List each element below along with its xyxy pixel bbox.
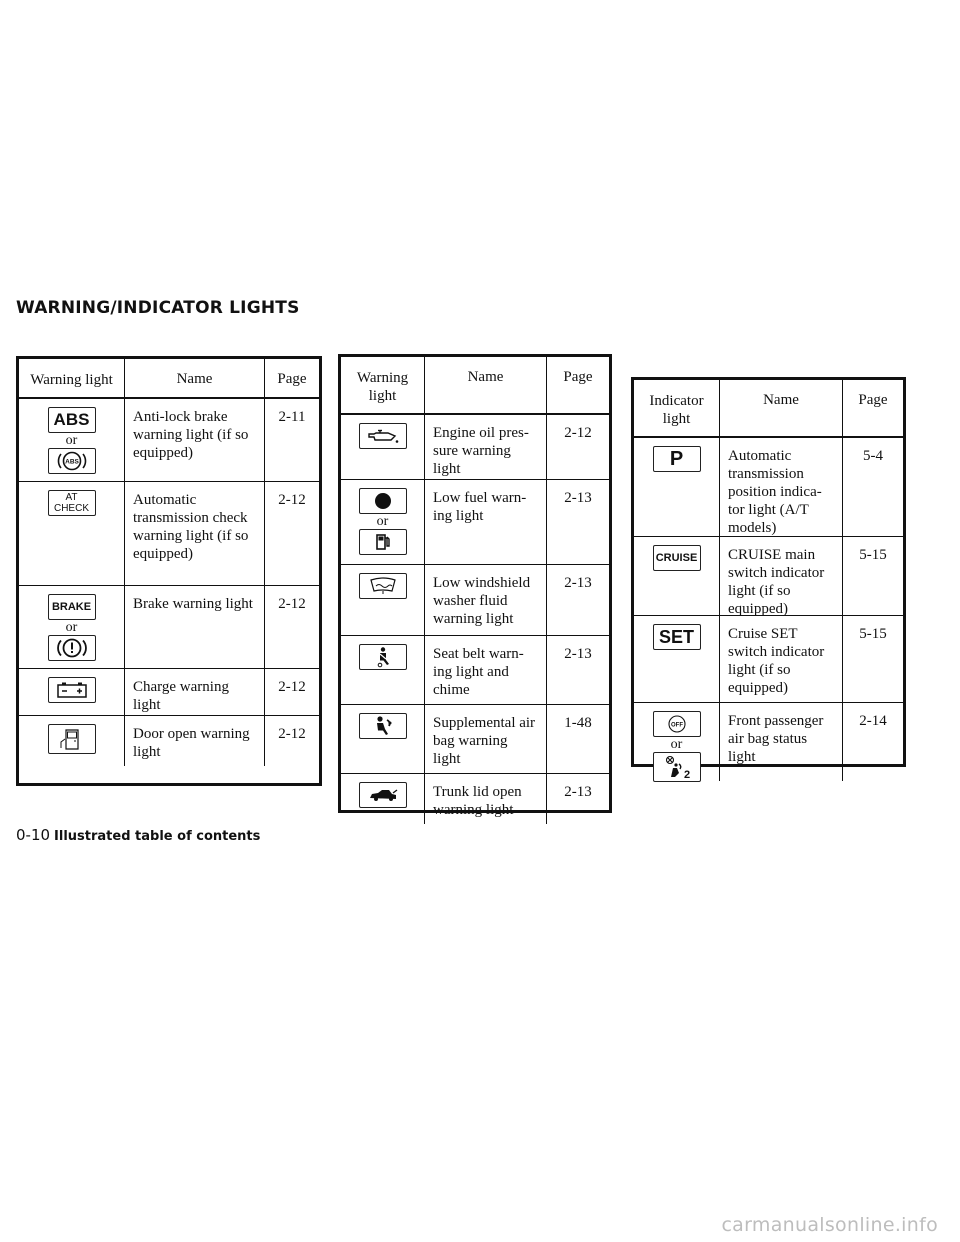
icon-cell <box>341 774 425 824</box>
fuel-pump-icon <box>359 529 407 555</box>
icon-cell <box>634 703 720 781</box>
icon-cell <box>634 537 720 615</box>
trunk-open-icon <box>359 782 407 808</box>
row-name: Engine oil pres- sure warning light <box>425 415 547 479</box>
row-page: 5-15 <box>859 547 887 563</box>
row-name: Front passenger air bag status light <box>720 703 843 781</box>
row-page: 2-12 <box>564 425 592 441</box>
row-page: 2-12 <box>278 596 306 612</box>
park-position-icon: P <box>653 446 701 472</box>
table-row <box>341 636 609 705</box>
row-page: 2-12 <box>278 679 306 695</box>
watermark: carmanualsonline.info <box>721 1214 938 1236</box>
row-page: 2-14 <box>859 713 887 729</box>
header-name: Name <box>125 359 265 397</box>
fuel-dot-icon <box>359 488 407 514</box>
header-name: Name <box>720 380 843 436</box>
table-row <box>341 480 609 565</box>
header-name: Name <box>425 357 547 413</box>
brake-icon: BRAKE <box>48 594 96 620</box>
brake-circle-icon <box>48 635 96 661</box>
table-row <box>19 586 319 669</box>
row-page: 2-13 <box>564 575 592 591</box>
icon-cell <box>341 636 425 704</box>
warning-lights-table-2 <box>338 354 612 818</box>
row-name: Brake warning light <box>125 586 265 668</box>
table-row <box>634 616 903 703</box>
air-bag-icon <box>359 713 407 739</box>
section-title: WARNING/INDICATOR LIGHTS <box>16 298 300 318</box>
set-icon: SET <box>653 624 701 650</box>
row-page: 2-12 <box>278 492 306 508</box>
row-name: Automatic transmission check warning light (if so equipped) <box>125 482 265 585</box>
icon-cell <box>19 669 125 715</box>
row-name: Charge warning light <box>125 669 265 715</box>
table-row <box>634 438 903 537</box>
battery-icon <box>48 677 96 703</box>
table-row <box>19 399 319 482</box>
page-footer <box>16 826 260 844</box>
icon-cell <box>19 399 125 481</box>
page-number: 0-10 <box>16 826 51 844</box>
row-page: 5-15 <box>859 626 887 642</box>
warning-lights-table-1 <box>16 356 322 786</box>
off-indicator-icon <box>653 711 701 737</box>
row-name: CRUISE main switch indicator light (if so equipped) <box>720 537 843 615</box>
icon-cell <box>341 480 425 564</box>
icon-cell <box>634 616 720 702</box>
row-page: 2-13 <box>564 646 592 662</box>
header-icon: Warning light <box>341 357 425 413</box>
table-row <box>341 415 609 480</box>
icon-cell <box>19 482 125 585</box>
icon-cell <box>341 565 425 635</box>
passenger-airbag-off-icon <box>653 752 701 782</box>
row-name: Automatic transmission position indica- tor light (A/T models) <box>720 438 843 536</box>
row-page: 2-13 <box>564 490 592 506</box>
row-page: 2-13 <box>564 784 592 800</box>
at-check-icon: AT CHECK <box>48 490 96 516</box>
indicator-lights-table <box>631 377 906 781</box>
icon-cell <box>341 705 425 773</box>
abs-icon: ABS <box>48 407 96 433</box>
row-name: Door open warning light <box>125 716 265 766</box>
row-name: Seat belt warn- ing light and chime <box>425 636 547 704</box>
icon-cell <box>19 586 125 668</box>
icon-cell <box>634 438 720 536</box>
header-icon: Warning light <box>19 359 125 397</box>
cruise-icon: CRUISE <box>653 545 701 571</box>
oil-can-icon <box>359 423 407 449</box>
abs-circle-icon <box>48 448 96 474</box>
or-label: or <box>65 620 78 635</box>
table-row <box>634 537 903 616</box>
table-row <box>19 669 319 716</box>
table-header <box>19 359 319 399</box>
row-name: Anti-lock brake warning light (if so equipped) <box>125 399 265 481</box>
row-page: 1-48 <box>564 715 592 731</box>
icon-cell <box>341 415 425 479</box>
table-header <box>341 357 609 415</box>
table-row <box>634 703 903 781</box>
row-page: 2-12 <box>278 726 306 742</box>
or-label: or <box>670 737 683 752</box>
or-label: or <box>376 514 389 529</box>
door-icon <box>48 724 96 754</box>
row-page: 5-4 <box>863 448 883 464</box>
row-name: Supplemental air bag warning light <box>425 705 547 773</box>
svg-text:ABS: ABS <box>64 458 79 466</box>
row-name: Cruise SET switch indicator light (if so equipped) <box>720 616 843 702</box>
header-icon: Indicator light <box>634 380 720 436</box>
header-page: Page <box>277 371 307 387</box>
table-header <box>634 380 903 438</box>
svg-text:OFF: OFF <box>670 722 683 729</box>
table-row <box>19 482 319 586</box>
table-row <box>19 716 319 766</box>
header-page: Page <box>563 369 593 385</box>
table-row <box>341 705 609 774</box>
seat-belt-icon <box>359 644 407 670</box>
table-row <box>341 565 609 636</box>
table-row <box>341 774 609 824</box>
row-page: 2-11 <box>278 409 306 425</box>
or-label: or <box>65 433 78 448</box>
row-name: Low fuel warn- ing light <box>425 480 547 564</box>
row-name: Trunk lid open warning light <box>425 774 547 824</box>
washer-fluid-icon <box>359 573 407 599</box>
icon-cell <box>19 716 125 766</box>
row-name: Low windshield washer fluid warning light <box>425 565 547 635</box>
footer-label: Illustrated table of contents <box>54 829 261 844</box>
header-page: Page <box>858 392 888 408</box>
svg-text:2: 2 <box>683 769 690 781</box>
